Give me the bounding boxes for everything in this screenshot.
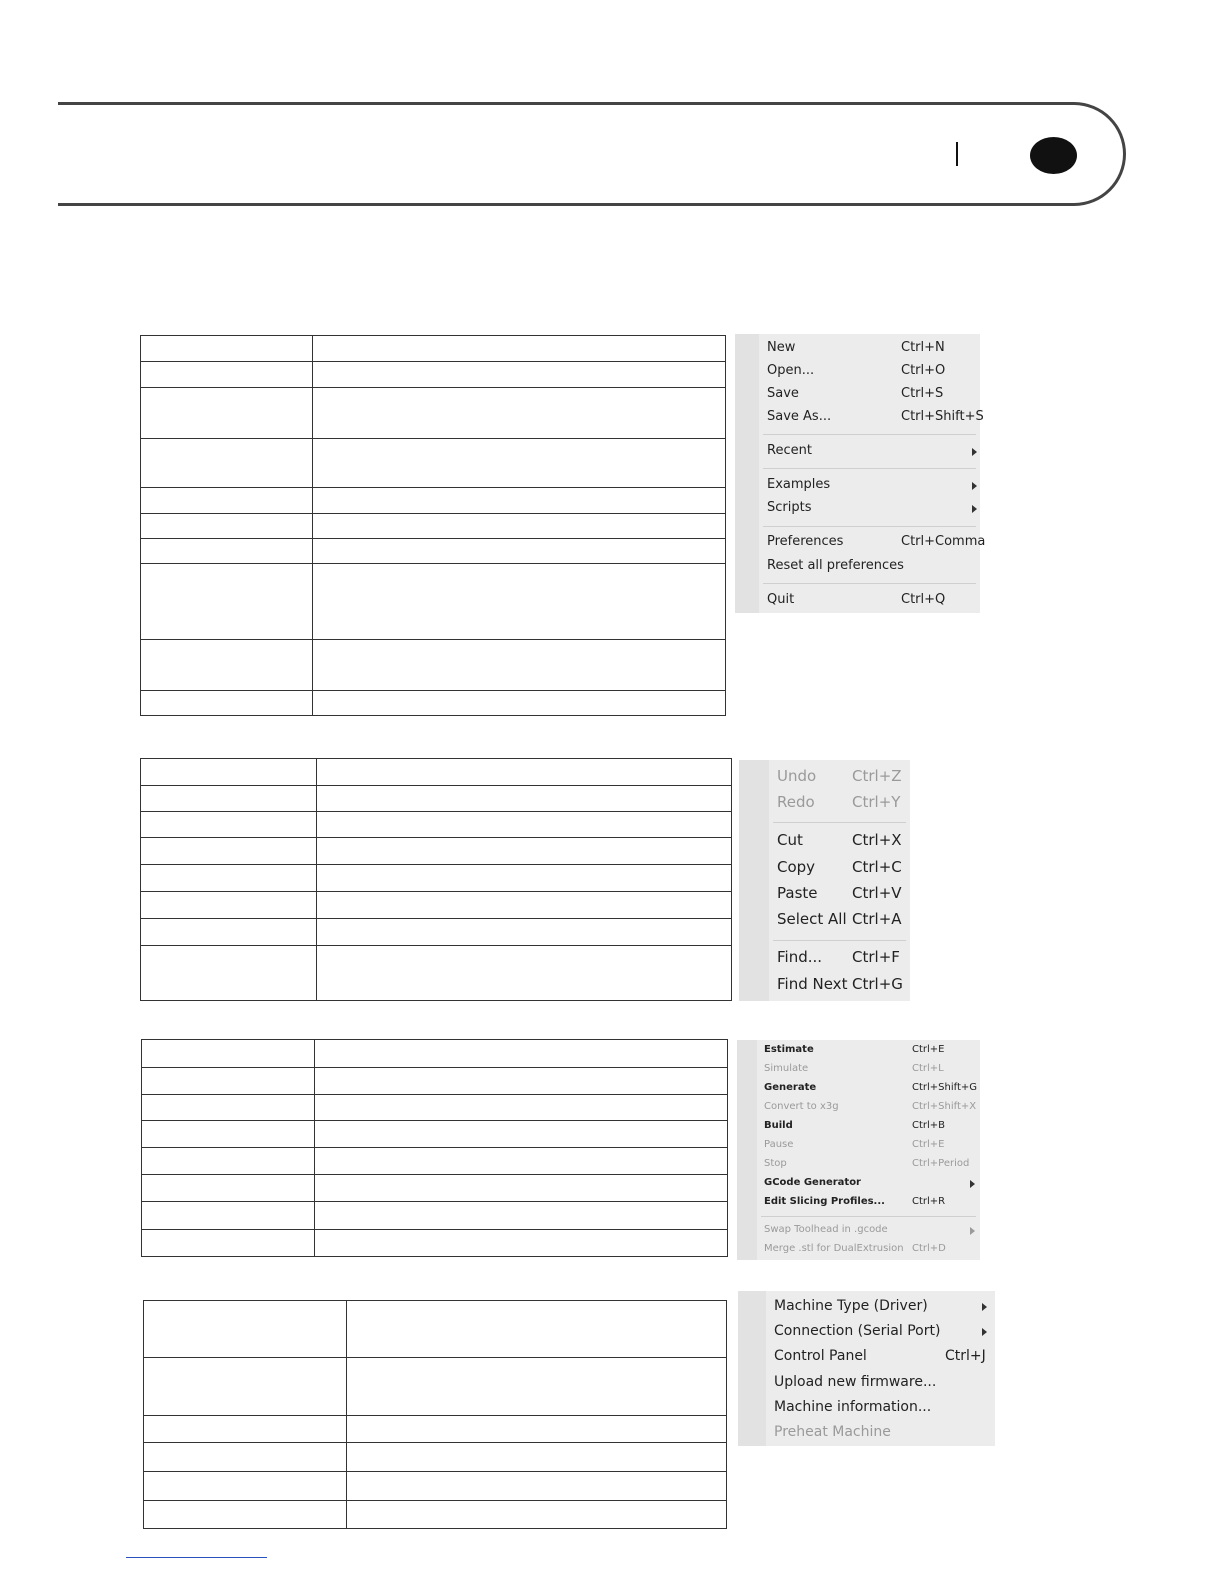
- submenu-arrow-icon: [970, 1227, 975, 1235]
- shortcut-cut: Ctrl+X: [852, 831, 902, 849]
- table-cell: [347, 1416, 727, 1443]
- table-cell: [347, 1301, 727, 1358]
- table-cell: [313, 539, 726, 564]
- table-cell: [141, 838, 317, 865]
- submenu-arrow-icon: [972, 448, 977, 456]
- table-cell: [141, 539, 313, 564]
- menu-item-swap-toolhead[interactable]: Swap Toolhead in .gcode: [764, 1224, 888, 1235]
- menu-item-save-as[interactable]: Save As...: [767, 409, 832, 424]
- table-cell: [141, 892, 317, 919]
- table-cell: [141, 488, 313, 514]
- table-cell: [141, 564, 313, 640]
- menu-item-edit-slicing-profiles[interactable]: Edit Slicing Profiles...: [764, 1196, 885, 1207]
- menu-item-quit[interactable]: Quit: [767, 592, 795, 607]
- table-cell: [142, 1202, 315, 1230]
- menu-item-reset-preferences[interactable]: Reset all preferences: [767, 558, 904, 573]
- shortcut-build: Ctrl+B: [912, 1120, 946, 1131]
- table-cell: [144, 1416, 347, 1443]
- menu-item-generate[interactable]: Generate: [764, 1082, 817, 1093]
- menu-item-machine-information[interactable]: Machine information...: [774, 1399, 932, 1415]
- header-divider: [956, 142, 958, 166]
- table-cell: [313, 388, 726, 439]
- table-cell: [142, 1175, 315, 1202]
- file-menu: [735, 334, 986, 613]
- menu-item-scripts[interactable]: Scripts: [767, 500, 812, 515]
- menu-item-estimate[interactable]: Estimate: [764, 1044, 814, 1055]
- shortcut-estimate: Ctrl+E: [912, 1044, 945, 1055]
- menu-separator: [763, 526, 976, 527]
- footer-link-underline: [126, 1557, 267, 1558]
- page-marker-dot: [1030, 137, 1077, 174]
- menu-item-preheat-machine[interactable]: Preheat Machine: [774, 1424, 891, 1440]
- shortcut-preferences: Ctrl+Comma: [901, 534, 986, 549]
- submenu-arrow-icon: [970, 1180, 975, 1188]
- shortcut-save-as: Ctrl+Shift+S: [901, 409, 984, 424]
- shortcut-control-panel: Ctrl+J: [945, 1348, 986, 1364]
- table-cell: [315, 1121, 728, 1148]
- shortcut-merge-stl: Ctrl+D: [912, 1243, 946, 1254]
- menu-separator: [763, 468, 976, 469]
- table-cell: [141, 865, 317, 892]
- menu-separator: [773, 940, 906, 941]
- menu-item-connection[interactable]: Connection (Serial Port): [774, 1323, 941, 1339]
- table-cell: [347, 1443, 727, 1472]
- menu-item-preferences[interactable]: Preferences: [767, 534, 844, 549]
- shortcut-convert-x3g: Ctrl+Shift+X: [912, 1101, 977, 1112]
- table-cell: [141, 919, 317, 946]
- menu-item-cut[interactable]: Cut: [777, 831, 803, 849]
- table-cell: [142, 1068, 315, 1095]
- menu-item-examples[interactable]: Examples: [767, 477, 831, 492]
- table-cell: [144, 1301, 347, 1358]
- shortcut-copy: Ctrl+C: [852, 858, 902, 876]
- table-cell: [142, 1095, 315, 1121]
- table-cell: [141, 946, 317, 1001]
- machine-menu: [738, 1291, 995, 1446]
- shortcut-save: Ctrl+S: [901, 386, 944, 401]
- table-cell: [141, 640, 313, 691]
- table-cell: [315, 1230, 728, 1257]
- table-cell: [315, 1175, 728, 1202]
- table-cell: [313, 564, 726, 640]
- table-cell: [347, 1358, 727, 1416]
- menu-separator: [763, 583, 976, 584]
- menu-item-upload-firmware[interactable]: Upload new firmware...: [774, 1374, 937, 1390]
- menu-item-build[interactable]: Build: [764, 1120, 793, 1131]
- table-cell: [317, 919, 732, 946]
- shortcut-paste: Ctrl+V: [852, 884, 902, 902]
- table-cell: [142, 1040, 315, 1068]
- table-cell: [142, 1121, 315, 1148]
- table-cell: [144, 1472, 347, 1501]
- shortcut-pause: Ctrl+E: [912, 1139, 945, 1150]
- table-cell: [313, 362, 726, 388]
- table-cell: [317, 812, 732, 838]
- table-cell: [144, 1501, 347, 1529]
- menu-item-find[interactable]: Find...: [777, 948, 823, 966]
- table-cell: [315, 1040, 728, 1068]
- table-cell: [141, 691, 313, 716]
- table-cell: [317, 865, 732, 892]
- menu-item-copy[interactable]: Copy: [777, 858, 816, 876]
- menu-item-merge-stl[interactable]: Merge .stl for DualExtrusion: [764, 1243, 904, 1254]
- table-cell: [141, 439, 313, 488]
- table-cell: [315, 1068, 728, 1095]
- submenu-arrow-icon: [982, 1303, 987, 1311]
- table-cell: [141, 812, 317, 838]
- machine-menu-table: [143, 1300, 727, 1529]
- table-cell: [313, 439, 726, 488]
- menu-item-gcode-generator[interactable]: GCode Generator: [764, 1177, 861, 1188]
- table-cell: [313, 336, 726, 362]
- submenu-arrow-icon: [972, 482, 977, 490]
- menu-separator: [773, 822, 906, 823]
- table-cell: [141, 514, 313, 539]
- menu-item-redo[interactable]: Redo: [777, 793, 815, 811]
- table-cell: [141, 786, 317, 812]
- table-cell: [317, 838, 732, 865]
- menu-separator: [761, 1216, 976, 1217]
- table-cell: [315, 1148, 728, 1175]
- table-cell: [141, 388, 313, 439]
- shortcut-simulate: Ctrl+L: [912, 1063, 944, 1074]
- menu-item-save[interactable]: Save: [767, 386, 799, 401]
- menu-separator: [763, 434, 976, 435]
- menu-item-find-next[interactable]: Find Next: [777, 975, 848, 993]
- submenu-arrow-icon: [972, 505, 977, 513]
- shortcut-generate: Ctrl+Shift+G: [912, 1082, 978, 1093]
- table-cell: [313, 640, 726, 691]
- menu-item-control-panel[interactable]: Control Panel: [774, 1348, 867, 1364]
- table-cell: [347, 1501, 727, 1529]
- shortcut-select-all: Ctrl+A: [852, 910, 902, 928]
- table-cell: [144, 1358, 347, 1416]
- menu-item-new[interactable]: New: [767, 340, 796, 355]
- menu-item-select-all[interactable]: Select All: [777, 910, 847, 928]
- gcode-menu-table: [141, 1039, 728, 1257]
- shortcut-find: Ctrl+F: [852, 948, 900, 966]
- table-cell: [141, 336, 313, 362]
- table-cell: [313, 514, 726, 539]
- menu-item-stop[interactable]: Stop: [764, 1158, 787, 1169]
- menu-item-paste[interactable]: Paste: [777, 884, 818, 902]
- header-banner: [58, 102, 1126, 206]
- shortcut-open: Ctrl+O: [901, 363, 946, 378]
- table-cell: [141, 759, 317, 786]
- menu-item-open[interactable]: Open...: [767, 363, 815, 378]
- shortcut-new: Ctrl+N: [901, 340, 945, 355]
- shortcut-edit-slicing-profiles: Ctrl+R: [912, 1196, 946, 1207]
- menu-item-recent[interactable]: Recent: [767, 443, 812, 458]
- menu-item-machine-type[interactable]: Machine Type (Driver): [774, 1298, 928, 1314]
- menu-item-convert-x3g[interactable]: Convert to x3g: [764, 1101, 839, 1112]
- table-cell: [142, 1148, 315, 1175]
- table-cell: [317, 786, 732, 812]
- table-cell: [313, 488, 726, 514]
- table-cell: [144, 1443, 347, 1472]
- edit-menu: [739, 760, 910, 1001]
- gcode-menu: [737, 1040, 980, 1260]
- shortcut-redo: Ctrl+Y: [852, 793, 901, 811]
- submenu-arrow-icon: [982, 1328, 987, 1336]
- table-cell: [315, 1202, 728, 1230]
- table-cell: [313, 691, 726, 716]
- table-cell: [317, 892, 732, 919]
- edit-menu-table: [140, 758, 732, 1001]
- table-cell: [317, 946, 732, 1001]
- menu-item-undo[interactable]: Undo: [777, 767, 817, 785]
- table-cell: [142, 1230, 315, 1257]
- table-cell: [347, 1472, 727, 1501]
- shortcut-undo: Ctrl+Z: [852, 767, 902, 785]
- table-cell: [317, 759, 732, 786]
- menu-item-simulate[interactable]: Simulate: [764, 1063, 809, 1074]
- table-cell: [141, 362, 313, 388]
- menu-item-pause[interactable]: Pause: [764, 1139, 794, 1150]
- shortcut-stop: Ctrl+Period: [912, 1158, 970, 1169]
- shortcut-quit: Ctrl+Q: [901, 592, 946, 607]
- table-cell: [315, 1095, 728, 1121]
- file-menu-table: [140, 335, 726, 716]
- shortcut-find-next: Ctrl+G: [852, 975, 903, 993]
